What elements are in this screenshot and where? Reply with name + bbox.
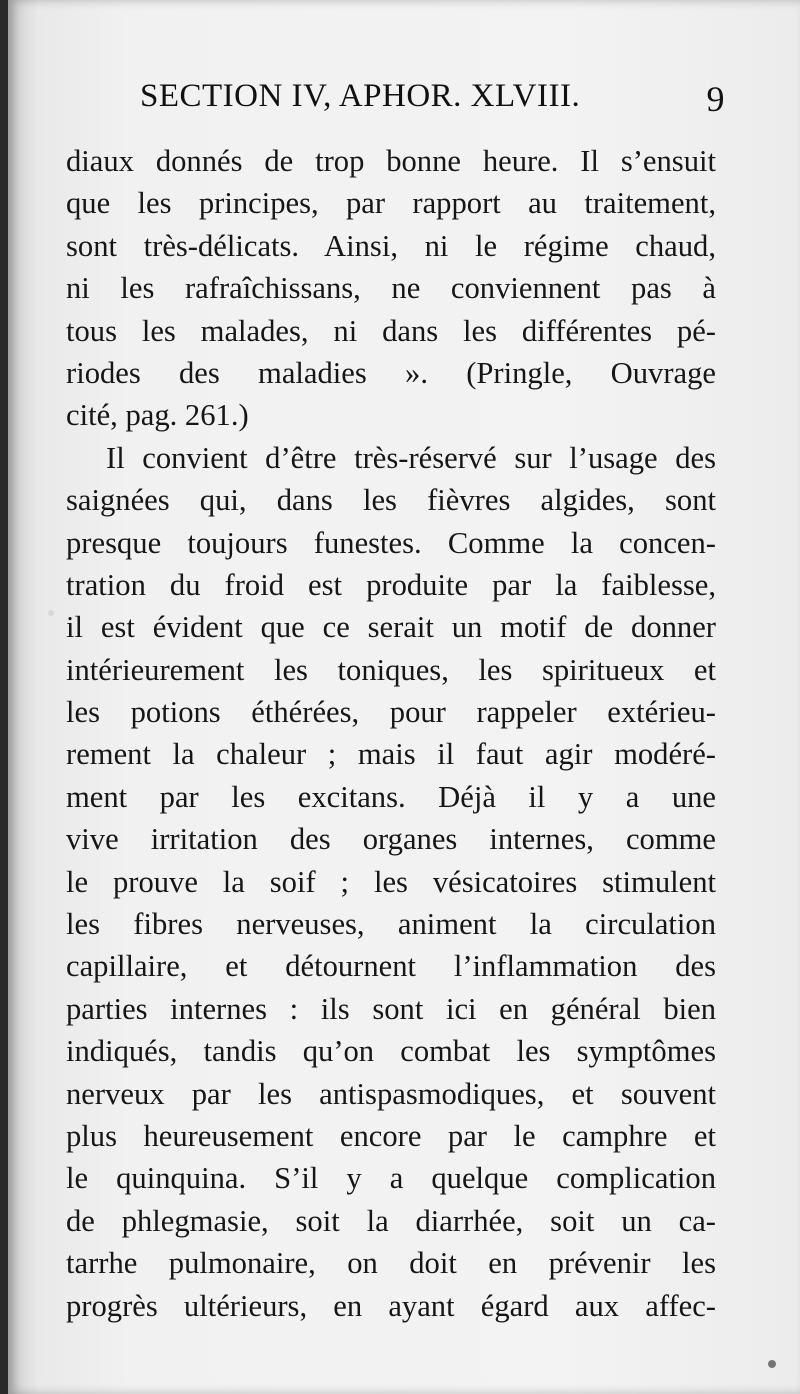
text-line: ment par les excitans. Déjà il y a une (66, 779, 716, 814)
paragraph-start-line: Il convient d’être très-réservé sur l’usage des (106, 440, 716, 475)
text-line: capillaire, et détournent l’inflammation des (66, 949, 716, 984)
section-title: SECTION IV, APHOR. XLVIII. (140, 78, 581, 114)
text-line: indiqués, tandis qu’on combat les symptômes (66, 1034, 716, 1069)
running-head (140, 78, 725, 126)
paper-stain (768, 1360, 776, 1368)
text-line: intérieurement les toniques, les spiritueux et (66, 652, 716, 687)
text-line: riodes des maladies ». (Pringle, Ouvrage (66, 355, 716, 390)
text-line: les fibres nerveuses, animent la circulation (66, 907, 716, 942)
text-line: le prouve la soif ; les vésicatoires stimulent (66, 864, 716, 899)
text-line: sont très-délicats. Ainsi, ni le régime chaud, (66, 228, 716, 263)
body-text (66, 140, 716, 1327)
book-page (8, 0, 800, 1394)
text-line: parties internes : ils sont ici en général bien (66, 991, 716, 1026)
text-line: progrès ultérieurs, en ayant égard aux affec- (66, 1288, 716, 1323)
text-line: ni les rafraîchissans, ne conviennent pas à (66, 271, 716, 306)
page-number: 9 (706, 79, 725, 119)
text-line: les potions éthérées, pour rappeler extérieu- (66, 695, 716, 730)
paper-stain (48, 610, 54, 616)
text-line: tarrhe pulmonaire, on doit en prévenir les (66, 1246, 716, 1281)
text-line: que les principes, par rapport au traitement, (66, 186, 716, 221)
text-line: le quinquina. S’il y a quelque complication (66, 1161, 716, 1196)
text-line: saignées qui, dans les fièvres algides, sont (66, 483, 716, 518)
text-line: vive irritation des organes internes, comme (66, 822, 716, 857)
text-line: nerveux par les antispasmodiques, et souvent (66, 1076, 716, 1111)
text-line: rement la chaleur ; mais il faut agir modéré- (66, 737, 716, 772)
text-line: presque toujours funestes. Comme la concen- (66, 525, 716, 560)
text-line: il est évident que ce serait un motif de donner (66, 610, 716, 645)
text-line: tous les malades, ni dans les différentes pé- (66, 313, 716, 348)
text-line: plus heureusement encore par le camphre et (66, 1118, 716, 1153)
text-line: diaux donnés de trop bonne heure. Il s’ensuit (66, 144, 716, 178)
text-line: de phlegmasie, soit la diarrhée, soit un ca- (66, 1203, 716, 1238)
text-line: tration du froid est produite par la faiblesse, (66, 567, 716, 602)
text-line: cité, pag. 261.) (66, 398, 249, 433)
